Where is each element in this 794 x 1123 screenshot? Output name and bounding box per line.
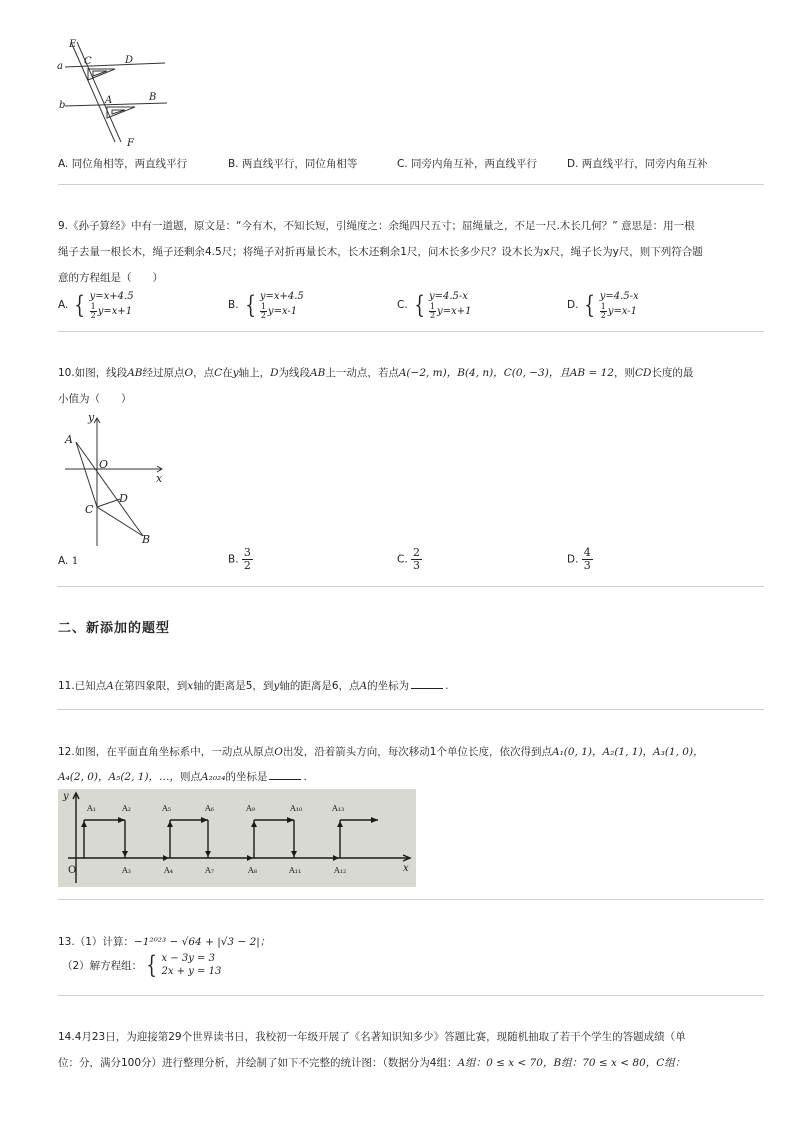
equation-1: y=x+4.5 [259,291,304,302]
equation-2: $\frac{1}{2}$ y=x-1 [600,302,638,320]
label-C: C [84,56,92,67]
q14-text-line2: 位：分，满分100分）进行整理分析，并绘制了如下不完整的统计图：（数据分为4组：A组：0 ≤ x < 70，B组：70 ≤ x < 80，C组： [58,1057,686,1069]
q10-option-b[interactable]: B. $\frac{3}{2}$ [228,546,251,572]
equation-1: y=4.5-x [599,291,639,302]
q11-text: 11.已知点A在第四象限，到x轴的距离是5，到y轴的距离是6，点A的坐标为 . [58,680,449,692]
q8-option-a[interactable]: A. 同位角相等，两直线平行 [58,158,188,170]
label-B: B [149,92,157,103]
label-x: x [403,863,409,874]
q9-text-line3: 意的方程组是（ ） [58,272,163,284]
label-E: E [69,39,77,50]
label-a6: A₆ [205,804,214,813]
q14-text-line1: 14.4月23日，为迎接第29个世界读书日，我校初一年级开展了《名著知识知多少》答题比赛，现随机抽取了若干个学生的答题成绩（单 [58,1031,686,1043]
brace: { [74,291,86,319]
divider [58,586,764,587]
label-B: B [142,533,151,546]
q12-text-line2: A₄(2, 0)，A₅(2, 1)，…，则点A₂₀₂₄的坐标是 . [58,771,307,783]
label-y: y [88,411,95,424]
label-a1: A₁ [87,804,96,813]
divider [58,331,764,332]
q12-figure-photo [58,789,416,887]
segment-cb [97,507,143,536]
answer-blank[interactable] [411,678,443,689]
equation-1: x − 3y = 3 [161,953,215,964]
q10-option-c[interactable]: C. $\frac{2}{3}$ [397,546,421,572]
q12-text-line1: 12.如图，在平面直角坐标系中，一动点从原点O出发，沿着箭头方向，每次移动1个单位长度，依次得到点A₁(0, 1)，A₂(1, 1)，A₃(1, 0)， [58,746,704,758]
brace: { [146,951,158,979]
label-a5: A₅ [162,804,171,813]
divider [58,995,764,996]
arrow-right [163,855,169,861]
arrow-right [333,855,339,861]
label-a2: A₂ [122,804,131,813]
label-x: x [156,472,163,485]
q13-part1: 13.（1）计算：−1²⁰²³ − √64 + |√3 − 2|； [58,936,271,948]
line-b [65,103,167,106]
arrow-up [251,821,257,827]
equation-2: $\frac{1}{2}$ y=x-1 [260,302,298,320]
q8-option-b[interactable]: B. 两直线平行，同位角相等 [228,158,358,170]
arrow-right [118,817,125,823]
label-a13: A₁₃ [332,804,345,813]
label-a11: A₁₁ [289,866,302,875]
label-A: A [65,433,73,446]
q9-text-line1: 9.《孙子算经》中有一道题，原文是：“今有木，不知长短，引绳度之：余绳四尺五寸；屈绳量之，不足一尺.木长几何？” 意思是：用一根 [58,220,695,232]
label-A: A [105,95,113,106]
label-D: D [119,492,128,505]
answer-blank[interactable] [269,769,301,780]
label-O: O [68,865,77,876]
q9-text-line2: 绳子去量一根长木，绳子还剩余4.5尺；将绳子对折再量长木，长木还剩余1尺，问木长多少尺？设木长为x尺，绳子长为y尺，则下列符合题 [58,246,703,258]
arrow-up [81,821,87,827]
label-a7: A₇ [205,866,214,875]
equation-1: y=4.5-x [428,291,468,302]
equation-2: $\frac{1}{2}$ y=x+1 [90,302,133,320]
divider [58,709,764,710]
label-a8: A₈ [248,866,257,875]
divider [58,899,764,900]
equation-2: $\frac{1}{2}$ y=x+1 [429,302,472,320]
q9-option-c[interactable]: C. { y=4.5-x $\frac{1}{2}$ y=x+1 [397,291,472,320]
q8-option-d[interactable]: D. 两直线平行，同旁内角互补 [567,158,708,170]
label-a3: A₃ [122,866,131,875]
q10-option-a[interactable]: A. 1 [58,555,79,567]
label-a9: A₉ [246,804,255,813]
q8-figure [55,36,175,148]
q10-figure [60,410,170,550]
triangle-lower [107,107,135,118]
q12-figure [58,789,416,887]
line-ef-1 [71,42,115,142]
brace: { [584,291,596,319]
label-a12: A₁₂ [334,866,347,875]
label-O: O [99,458,109,471]
label-C: C [85,503,94,516]
q10-text-line2: 小值为（ ） [58,393,132,405]
equation-1: y=x+4.5 [89,291,134,302]
q8-option-c[interactable]: C. 同旁内角互补，两直线平行 [397,158,538,170]
q9-option-b[interactable]: B. { y=x+4.5 $\frac{1}{2}$ y=x-1 [228,291,304,320]
brace: { [413,291,425,319]
arrow-right [287,817,294,823]
equation-2: 2x + y = 13 [161,966,222,977]
segment-ac [76,442,97,507]
arrow-right [247,855,253,861]
q13-part2: （2）解方程组： { x − 3y = 3 2x + y = 13 [62,951,222,979]
label-y: y [63,791,69,802]
label-a10: A₁₀ [290,804,303,813]
label-a4: A₄ [164,866,173,875]
q10-text-line1: 10.如图，线段AB经过原点O，点C在y轴上，D为线段AB上一动点，若点A(−2, m)，B(4, n)，C(0, −3)，且AB = 12，则CD长度的最 [58,367,694,379]
label-a: a [57,61,63,72]
arrow-down [291,851,297,857]
brace: { [244,291,256,319]
arrow-right [201,817,208,823]
segment-cd [97,499,120,507]
divider [58,184,764,185]
q10-option-d[interactable]: D. $\frac{4}{3}$ [567,546,591,572]
q9-option-d[interactable]: D. { y=4.5-x $\frac{1}{2}$ y=x-1 [567,291,639,320]
q9-option-a[interactable]: A. { y=x+4.5 $\frac{1}{2}$ y=x+1 [58,291,134,320]
segment-ab [76,442,143,536]
label-b: b [59,100,66,111]
arrow-right [371,817,378,823]
arrow-up [337,821,343,827]
arrow-down [205,851,211,857]
arrow-up [167,821,173,827]
label-D: D [125,55,134,66]
arrow-down [122,851,128,857]
label-F: F [127,138,134,148]
section-heading: 二、新添加的题型 [58,621,171,636]
